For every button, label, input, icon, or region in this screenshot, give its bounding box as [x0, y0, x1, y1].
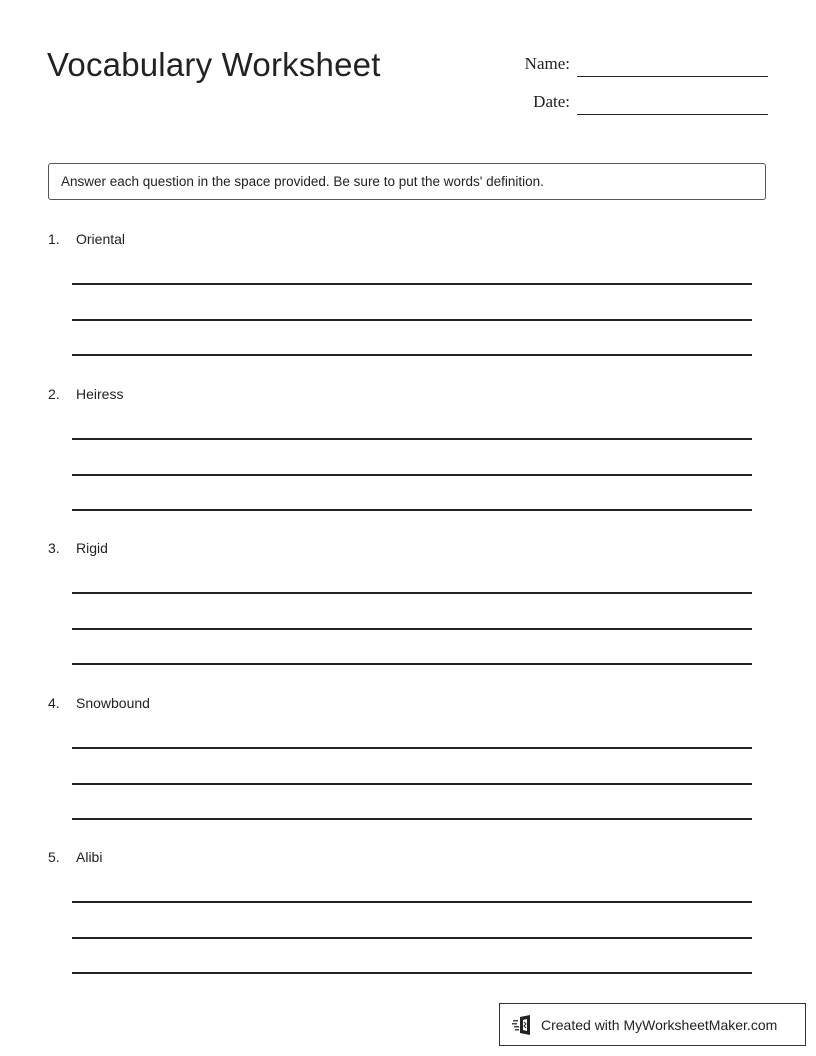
answer-line[interactable] [72, 354, 752, 356]
date-field[interactable] [577, 114, 768, 115]
answer-line[interactable] [72, 474, 752, 476]
question-item [0, 386, 816, 540]
answer-line[interactable] [72, 818, 752, 820]
worksheet-maker-logo-icon [512, 1015, 534, 1035]
answer-line[interactable] [72, 283, 752, 285]
date-label: Date: [533, 92, 570, 111]
answer-line[interactable] [72, 747, 752, 749]
vocabulary-word: Rigid [76, 540, 108, 556]
answer-line[interactable] [72, 628, 752, 630]
instructions-box: Answer each question in the space provided. Be sure to put the words' definition. [48, 163, 766, 200]
answer-line[interactable] [72, 319, 752, 321]
question-item [0, 849, 816, 1003]
vocabulary-word: Snowbound [76, 694, 150, 711]
name-field[interactable] [577, 76, 768, 77]
answer-line[interactable] [72, 509, 752, 511]
question-number: 1. [48, 231, 60, 247]
vocabulary-word: Oriental [76, 231, 126, 247]
question-number: 2. [48, 385, 60, 402]
answer-line[interactable] [72, 663, 752, 665]
footer-badge[interactable] [499, 1003, 806, 1046]
question-item [0, 540, 816, 694]
answer-line[interactable] [72, 783, 752, 785]
footer-text: Created with MyWorksheetMaker.com [541, 1016, 778, 1033]
vocabulary-word: Alibi [76, 849, 103, 865]
answer-line[interactable] [72, 972, 752, 974]
question-item [0, 695, 816, 849]
answer-line[interactable] [72, 937, 752, 939]
page-title: Vocabulary Worksheet [47, 46, 381, 83]
answer-line[interactable] [72, 901, 752, 903]
question-number: 3. [48, 540, 60, 556]
answer-line[interactable] [72, 438, 752, 440]
question-item [0, 231, 816, 385]
vocabulary-word: Heiress [76, 385, 124, 402]
question-number: 5. [48, 849, 60, 865]
name-label: Name: [524, 54, 570, 73]
answer-line[interactable] [72, 592, 752, 594]
question-number: 4. [48, 694, 60, 711]
